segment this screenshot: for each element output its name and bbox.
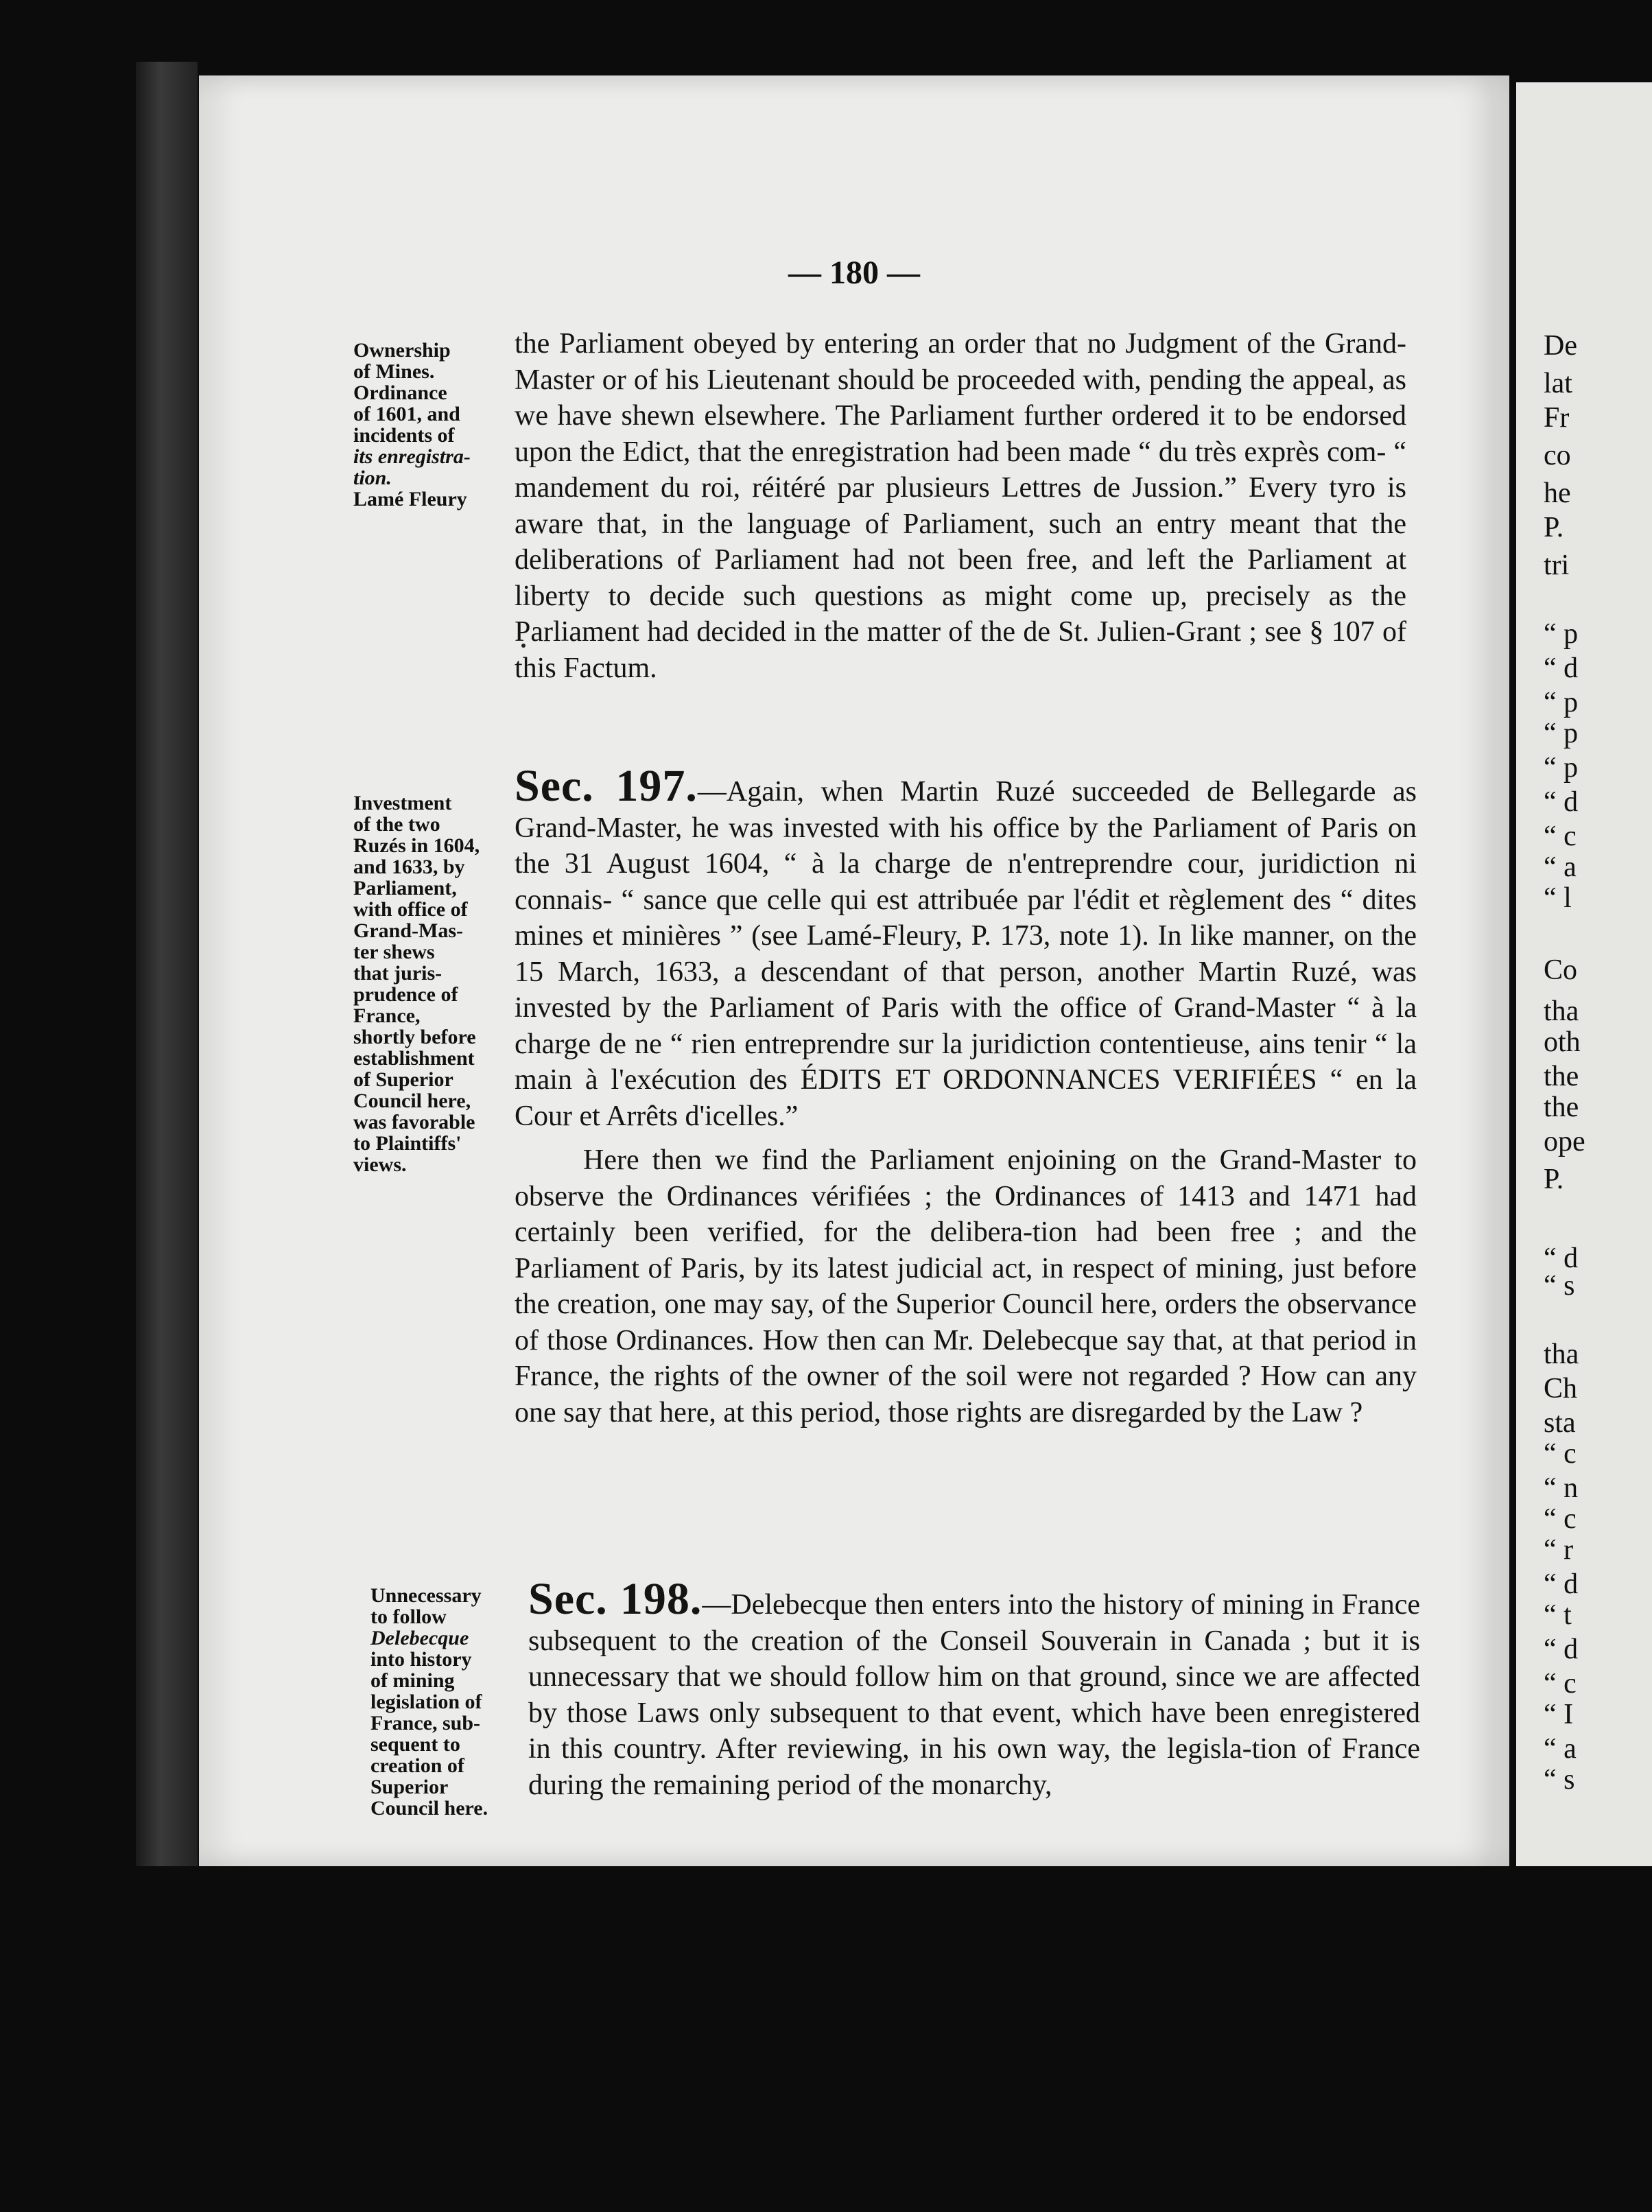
- sidenote-line: establishment: [353, 1047, 475, 1070]
- paragraph-ownership: [515, 326, 1406, 686]
- sidenote-line: its enregistra-: [353, 445, 471, 468]
- right-page-fragment: “ d: [1544, 786, 1579, 818]
- section-197-heading: Sec. 197.: [515, 761, 698, 811]
- right-page-fragment: “ d: [1544, 1243, 1579, 1274]
- sidenote-line: and 1633, by: [353, 856, 465, 878]
- sidenote-line: Council here.: [370, 1797, 488, 1820]
- right-page-fragment: “ r: [1544, 1534, 1574, 1566]
- right-page-fragment: “ c: [1544, 1503, 1577, 1535]
- section-198-heading: Sec. 198.: [528, 1574, 703, 1624]
- right-page-fragment: tha: [1544, 996, 1579, 1027]
- right-page-fragment: “ d: [1544, 1568, 1579, 1600]
- sidenote-line: France, sub-: [370, 1712, 480, 1734]
- right-page-fragment: Fr: [1544, 402, 1570, 434]
- sidenote-line: sequent to: [370, 1733, 460, 1756]
- sidenote-line: Ownership: [353, 339, 451, 362]
- book-spine: [136, 62, 198, 1866]
- right-page-fragment: “ s: [1544, 1764, 1575, 1796]
- sidenote-line: to follow: [370, 1605, 447, 1628]
- right-page-fragment: “ c: [1544, 1668, 1577, 1699]
- right-page-fragment: “ I: [1544, 1699, 1574, 1730]
- sidenote-line: of mining: [370, 1669, 455, 1692]
- right-page-fragment: “ c: [1544, 821, 1577, 852]
- left-page: [199, 75, 1509, 1866]
- right-page-fragment: lat: [1544, 368, 1572, 399]
- sidenote-line: of Mines.: [353, 360, 435, 383]
- right-page-fragment: “ d: [1544, 1634, 1579, 1665]
- right-page-fragment: the: [1544, 1061, 1579, 1092]
- paragraph-text: the Parliament obeyed by entering an order that no Judgment of the Grand-Master or of his Lieutenant should be proceeded with, pending the appeal, as we have shewn elsewhere. The Parliament further ordered it to be endorsed upon the Edict, that the enregistration had been made “ du très exprès com- “ mandement du roi, réitéré par plusieurs Lettres de Jussion.” Every tyro is aware that, in the language of Parliament, such an entry meant that the deliberations of Parliament had not been free, and left the Parliament at liberty to decide such questions as might come up, precisely as the Parliament had decided in the matter of the de St. Julien-Grant ; see § 107 of this Factum.: [515, 328, 1406, 684]
- right-page-fragment: “ a: [1544, 851, 1577, 883]
- sidenote-line: Grand-Mas-: [353, 919, 463, 942]
- right-page-fragment: “ t: [1544, 1599, 1572, 1631]
- sidenote-line: of 1601, and: [353, 403, 460, 425]
- section-197-text: —Again, when Martin Ruzé succeeded de Bellegarde as Grand-Master, he was invested with his office by the Parliament of Paris on the 31 August 1604, “ à la charge de n'entreprendre cour, juridiction ni connais- “ sance que celle qui est attribuée par l'édit et règlement des “ dites mines et minières ” (see Lamé-Fleury, P. 173, note 1). In like manner, on the 15 March, 1633, a descendant of that person, another Martin Ruzé, was invested by the Parliament of Paris with the office of Grand-Master “ à la charge de ne “ rien entreprendre sur la juridiction contentieuse, ains tenir “ la main à l'exécution des ÉDITS ET ORDONNANCES VERIFIÉES “ en la Cour et Arrêts d'icelles.”: [515, 776, 1417, 1132]
- sidenote-line: incidents of: [353, 424, 455, 447]
- sidenote-ownership-of-mines: [353, 340, 525, 510]
- sidenote-line: Ordinance: [353, 381, 447, 404]
- right-page-edge: [1516, 82, 1652, 1866]
- paragraph-here-then: Here then we find the Parliament enjoining on the Grand-Master to observe the Ordinances vérifiées ; the Ordinances of 1413 and 1471 had certainly been verified, for the delibera-tion had been free ; and the Parliament of Paris, by its latest judicial act, in respect of mining, just before the creation, one may say, of the Superior Council here, orders the observance of those Ordinances. How then can Mr. Delebecque say that, at that period in France, the rights of the owner of the soil were not regarded ? How can any one say that here, at this period, those rights are disregarded by the Law ?: [515, 1144, 1417, 1428]
- right-page-fragment: Ch: [1544, 1373, 1578, 1404]
- page-number: — 180 —: [788, 255, 920, 291]
- sidenote-line: Ruzés in 1604,: [353, 834, 480, 857]
- sidenote-line: into history: [370, 1648, 472, 1671]
- right-page-fragment: the: [1544, 1092, 1579, 1123]
- sidenote-line: views.: [353, 1153, 407, 1176]
- sidenote-unnecessary-to-follow: [370, 1585, 535, 1819]
- section-198: [528, 1574, 1420, 1803]
- sidenote-line: with office of: [353, 898, 468, 921]
- right-page-fragment: “ d: [1544, 652, 1579, 684]
- sidenote-line: Parliament,: [353, 877, 457, 899]
- sidenote-line: Investment: [353, 792, 452, 814]
- right-page-fragment: “ c: [1544, 1438, 1577, 1470]
- sidenote-line: Superior: [370, 1776, 449, 1798]
- sidenote-line: legislation of: [370, 1691, 482, 1713]
- sidenote-line: was favorable: [353, 1111, 475, 1133]
- sidenote-line: of Superior: [353, 1068, 453, 1091]
- right-page-fragment: “ n: [1544, 1472, 1579, 1504]
- right-page-fragment: tha: [1544, 1339, 1579, 1370]
- right-page-fragment: “ p: [1544, 718, 1579, 749]
- section-197: [515, 761, 1417, 1431]
- sidenote-line: shortly before: [353, 1026, 476, 1048]
- sidenote-line: Lamé Fleury: [353, 488, 467, 510]
- right-page-fragment: tri: [1544, 550, 1570, 581]
- section-198-text: —Delebecque then enters into the history of mining in France subsequent to the creation of the Conseil Souverain in Canada ; but it is unnecessary that we should follow him on that ground, since we are affected by those Laws only subsequent to that event, which have been enregistered in this country. After reviewing, in his own way, the legisla-tion of France during the remaining period of the monarchy,: [528, 1589, 1420, 1801]
- right-page-fragment: “ s: [1544, 1270, 1575, 1302]
- sidenote-investment-of-ruzes: [353, 792, 525, 1175]
- sidenote-line: prudence of: [353, 983, 458, 1006]
- right-page-fragment: “ a: [1544, 1733, 1577, 1765]
- sidenote-line: Delebecque: [370, 1627, 469, 1649]
- sidenote-line: creation of: [370, 1754, 464, 1777]
- right-page-fragment: De: [1544, 330, 1577, 362]
- sidenote-line: of the two: [353, 813, 440, 836]
- sidenote-line: France,: [353, 1004, 421, 1027]
- right-page-fragment: “ p: [1544, 687, 1579, 718]
- right-page-fragment: he: [1544, 478, 1571, 509]
- right-page-fragment: ope: [1544, 1126, 1585, 1157]
- right-page-fragment: Co: [1544, 954, 1578, 986]
- right-page-fragment: sta: [1544, 1407, 1576, 1439]
- sidenote-line: ter shews: [353, 941, 435, 963]
- right-page-fragment: “ p: [1544, 752, 1579, 784]
- sidenote-line: Council here,: [353, 1090, 471, 1112]
- right-page-fragment: P.: [1544, 512, 1564, 543]
- right-page-fragment: co: [1544, 440, 1571, 471]
- right-page-fragment: “ l: [1544, 882, 1572, 914]
- sidenote-line: Unnecessary: [370, 1584, 482, 1607]
- sidenote-line: that juris-: [353, 962, 442, 985]
- sidenote-line: tion.: [353, 467, 392, 489]
- sidenote-line: to Plaintiffs': [353, 1132, 462, 1155]
- right-page-fragment: oth: [1544, 1026, 1581, 1058]
- right-page-fragment: P.: [1544, 1164, 1564, 1195]
- right-page-fragment: “ p: [1544, 618, 1579, 650]
